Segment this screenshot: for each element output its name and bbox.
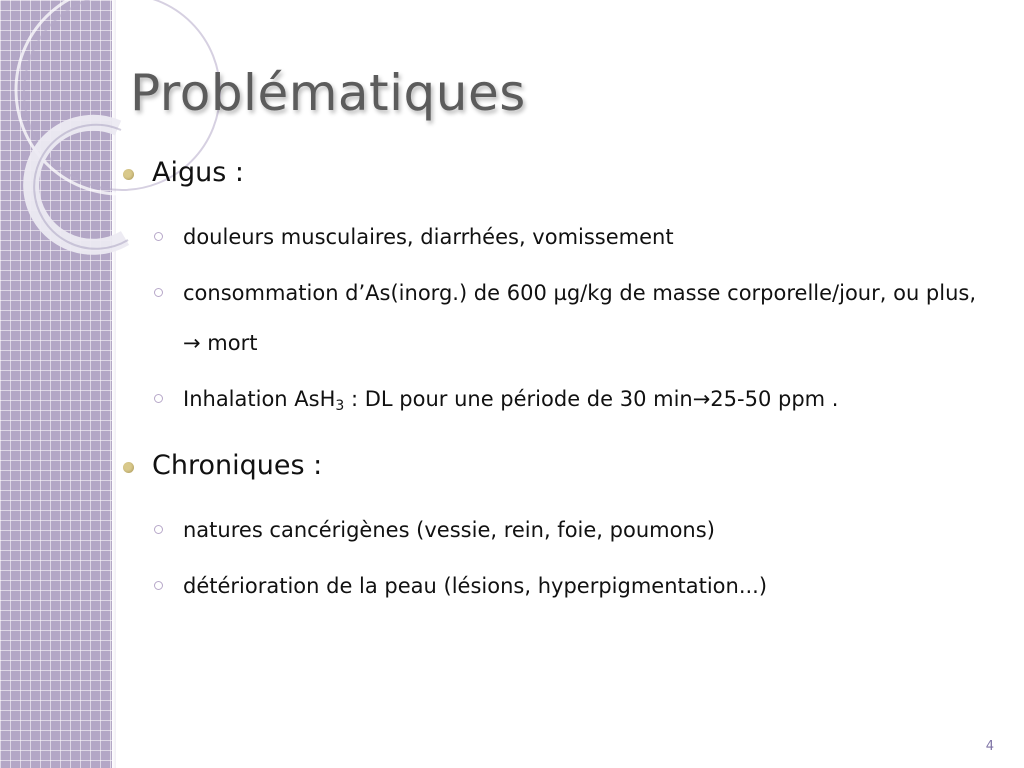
bullet-dot-icon <box>123 169 134 180</box>
section-heading: Aigus : <box>152 157 244 188</box>
sub-bullet-item <box>120 505 1000 555</box>
sub-bullet-item <box>120 212 1000 262</box>
page-number: 4 <box>985 739 994 754</box>
ring-bullet-icon <box>154 394 163 403</box>
ring-bullet-icon <box>154 581 163 590</box>
side-band-edge <box>112 0 116 768</box>
sub-bullet-text: consommation d’As(inorg.) de 600 µg/kg de masse corporelle/jour, ou plus, → mort <box>183 281 977 355</box>
slide-content <box>120 150 1000 611</box>
sub-bullet-text: détérioration de la peau (lésions, hyperpigmentation...) <box>183 574 768 598</box>
sub-bullet-text: douleurs musculaires, diarrhées, vomissement <box>183 225 674 249</box>
subscript: 3 <box>335 398 345 414</box>
bullet-chroniques <box>120 443 1000 489</box>
bullet-dot-icon <box>123 462 134 473</box>
decorative-side-band <box>0 0 112 768</box>
sub-bullet-item <box>120 374 1000 431</box>
sub-bullet-item <box>120 268 1000 368</box>
section-heading: Chroniques : <box>152 450 323 481</box>
ring-bullet-icon <box>154 288 163 297</box>
ring-bullet-icon <box>154 525 163 534</box>
sub-bullet-text-suffix: : DL pour une période de 30 min→25-50 ppm . <box>344 387 839 411</box>
ring-bullet-icon <box>154 232 163 241</box>
slide-title: Problématiques <box>130 64 526 122</box>
sub-bullet-text-prefix: Inhalation AsH <box>183 387 336 411</box>
bullet-aigus <box>120 150 1000 196</box>
sub-bullet-text: natures cancérigènes (vessie, rein, foie, poumons) <box>183 518 715 542</box>
sub-bullet-item <box>120 561 1000 611</box>
